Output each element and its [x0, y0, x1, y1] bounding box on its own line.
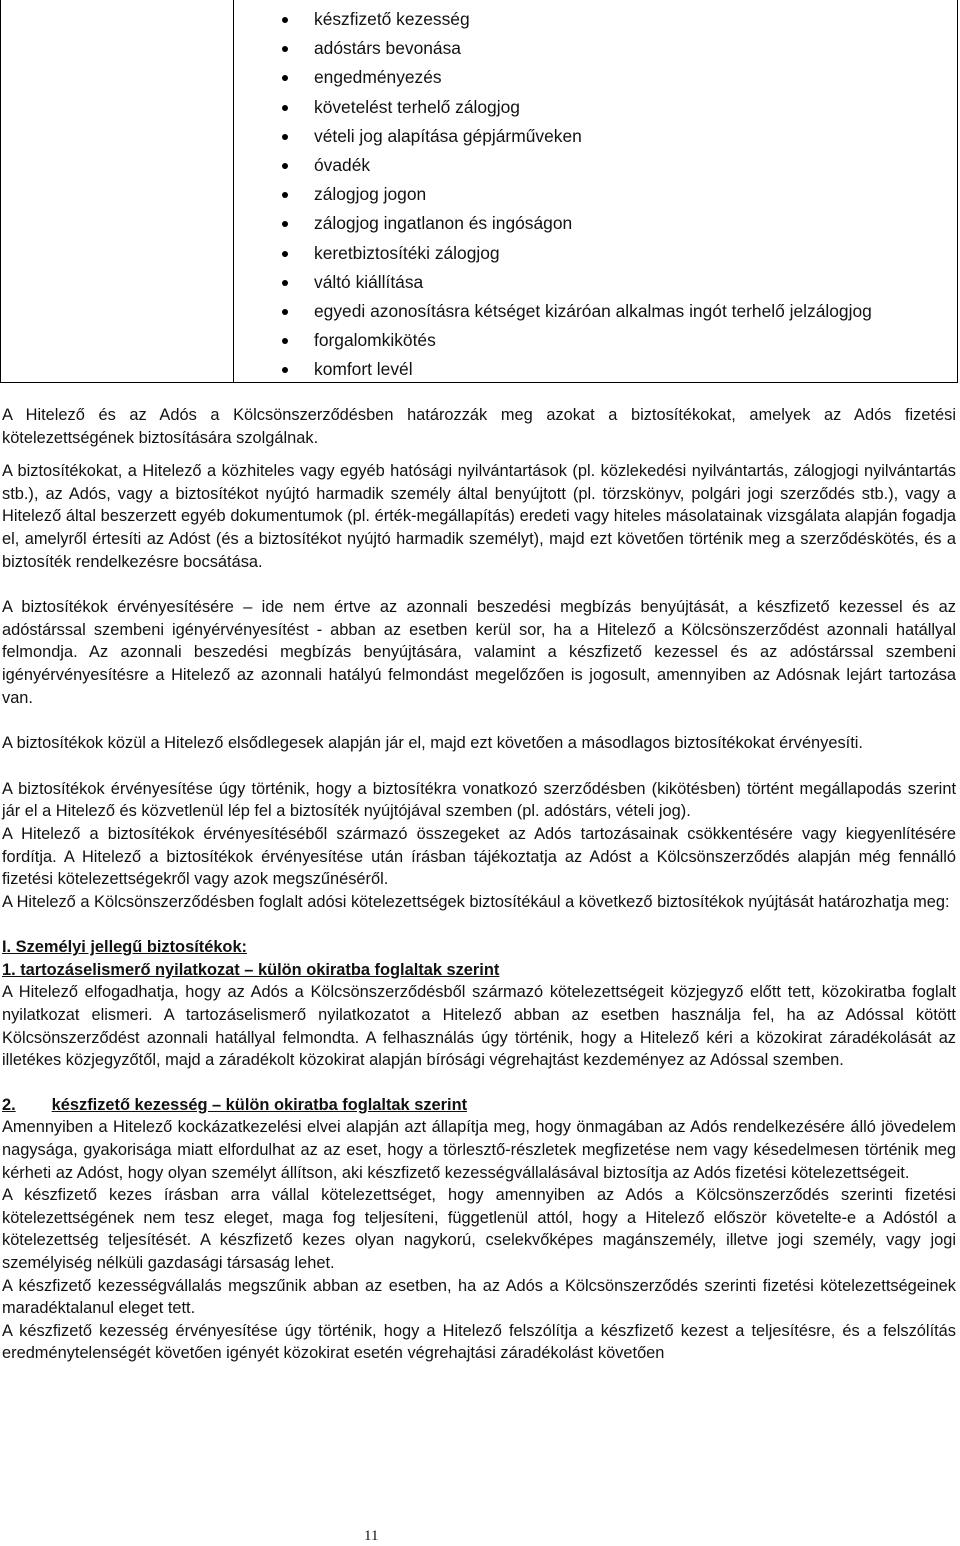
paragraph: A biztosítékok közül a Hitelező elsődlegesek alapján jár el, majd ezt követően a másodlagos biztosítékokat érvényesíti.	[2, 734, 863, 753]
list-item: zálogjog jogon	[279, 180, 872, 209]
subsection-heading	[2, 1094, 956, 1117]
list-item: keretbiztosítéki zálogjog	[279, 239, 872, 268]
security-types-table	[0, 0, 958, 383]
bullet-icon	[282, 309, 288, 315]
section-heading: I. Személyi jellegű biztosítékok:	[2, 938, 248, 957]
bullet-icon	[282, 17, 288, 23]
list-item: engedményezés	[279, 63, 872, 92]
list-item: forgalomkikötés	[279, 326, 872, 355]
paragraph: A készfizető kezes írásban arra vállal kötelezettséget, hogy amennyiben az Adós a Kölcsönszerződés szerinti fizetési kötelezettségének nem tesz eleget, maga fog teljesíteni, függetlenül attól, hogy a Hitelező először követelte-e a Adóstól a kötelezettség teljesítését. A készfizető kezes olyan nagykorú, cselekvőképes magánszemély, illetve jogi személy, vagy jogi személyiség nélküli gazdasági társaság lehet.	[2, 1186, 956, 1272]
bullet-icon	[282, 163, 288, 169]
bullet-icon	[282, 192, 288, 198]
list-item: váltó kiállítása	[279, 268, 872, 297]
bullet-icon	[282, 46, 288, 52]
list-item: készfizető kezesség	[279, 5, 872, 34]
bullet-icon	[282, 105, 288, 111]
bullet-icon	[282, 367, 288, 373]
list-item: adóstárs bevonása	[279, 34, 872, 63]
paragraph: A készfizető kezesség érvényesítése úgy történik, hogy a Hitelező felszólítja a készfizető kezest a teljesítésre, és a felszólítás eredménytelenségét követően igényét közokirat esetén végrehajtási záradékolást követően	[2, 1321, 956, 1363]
bullet-icon	[282, 251, 288, 257]
document-body	[2, 404, 956, 1365]
paragraph: A Hitelező a biztosítékok érvényesítéséből származó összegeket az Adós tartozásainak csökkentésére vagy kiegyenlítésére fordítja. A Hitelező a biztosítékok érvényesítése után írásban tájékoztatja az Adóst a Kölcsönszerződés alapján még fennálló fizetési kötelezettségekről vagy azok megszűnéséről.	[2, 824, 956, 889]
list-item: vételi jog alapítása gépjárműveken	[279, 122, 872, 151]
paragraph: A biztosítékokat, a Hitelező a közhiteles vagy egyéb hatósági nyilvántartások (pl. közlekedési nyilvántartás, zálogjogi nyilvántartás stb.), az Adós, vagy a biztosítékot nyújtó harmadik személy által benyújtott (pl. törzskönyv, polgári jogi szerződés stb.), vagy a Hitelező által beszerzett egyéb dokumentumok (pl. érték-megállapítás) eredeti vagy hiteles másolatainak vizsgálata alapján fogadja el, amelyről értesíti az Adóst (és a biztosítékot nyújtó harmadik személyt), majd ezt követően történik meg a szerződéskötés, és a biztosíték rendelkezésre bocsátása.	[2, 462, 956, 571]
security-types-list	[279, 5, 872, 385]
bullet-icon	[282, 280, 288, 286]
bullet-icon	[282, 134, 288, 140]
list-item: egyedi azonosításra kétséget kizáróan alkalmas ingót terhelő jelzálogjog	[279, 297, 872, 326]
paragraph: A Hitelező elfogadhatja, hogy az Adós a Kölcsönszerződésből származó kötelezettségeit közjegyző előtt tett, közokiratba foglalt nyilatkozat elismeri. A tartozáselismerő nyilatkozatot a Hitelező abban az esetben használja fel, ha az Adóssal kötött Kölcsönszerződést azonnali hatállyal felmondta. A felhasználás úgy történik, hogy a Hitelező kéri a közokirat záradékolását az illetékes közjegyzőtől, majd a záradékolt közokirat alapján bírósági végrehajtást kezdeményez az Adóssal szemben.	[2, 983, 956, 1070]
page-number: 11	[364, 1528, 379, 1544]
paragraph: A biztosítékok érvényesítése úgy történik, hogy a biztosítékra vonatkozó szerződésben (kikötésben) történt megállapodás szerint jár el a Hitelező és közvetlenül lép fel a biztosíték nyújtójával szemben (pl. adóstárs, vételi jog).	[2, 779, 956, 821]
paragraph: A készfizető kezességvállalás megszűnik abban az esetben, ha az Adós a Kölcsönszerződés szerinti fizetési kötelezettségeinek maradéktalanul eleget tett.	[2, 1276, 956, 1318]
paragraph: A biztosítékok érvényesítésére – ide nem értve az azonnali beszedési megbízás benyújtását, a készfizető kezessel és az adóstárssal szembeni igényérvényesítést - abban az esetben kerül sor, ha a Hitelező a Kölcsönszerződést azonnali hatállyal felmondja. Az azonnali beszedési megbízás benyújtására, valamint a készfizető kezessel és az adóstárssal szembeni igényérvényesítésre a Hitelező az azonnali hatályú felmondást megelőzően is jogosult, amennyiben az Adósnak lejárt tartozása van.	[2, 598, 956, 707]
subsection-heading: 1. tartozáselismerő nyilatkozat – külön okiratba foglaltak szerint	[2, 960, 500, 979]
paragraph: Amennyiben a Hitelező kockázatkezelési elvei alapján azt állapítja meg, hogy önmagában az Adós rendelkezésére álló jövedelem nagysága, gyakorisága miatt elfordulhat az az eset, hogy a törlesztő-részletek megfizetése nem vagy késedelmesen történik meg kérheti az Adóst, hogy olyan személyt állítson, aki készfizető kezességvállalásával biztosítja az Adós fizetési kötelezettségeit.	[2, 1118, 956, 1182]
list-item: követelést terhelő zálogjog	[279, 93, 872, 122]
bullet-icon	[282, 338, 288, 344]
list-item: komfort levél	[279, 355, 872, 384]
subsection-number: 2.	[2, 1095, 16, 1114]
bullet-icon	[282, 75, 288, 81]
list-item: zálogjog ingatlanon és ingóságon	[279, 209, 872, 238]
bullet-icon	[282, 221, 288, 227]
paragraph: A Hitelező a Kölcsönszerződésben foglalt adósi kötelezettségek biztosítékául a következő biztosítékok nyújtását határozhatja meg:	[2, 892, 950, 911]
table-left-cell	[1, 0, 234, 383]
subsection-title: készfizető kezesség – külön okiratba foglaltak szerint	[51, 1095, 468, 1114]
paragraph: A Hitelező és az Adós a Kölcsönszerződésben határozzák meg azokat a biztosítékokat, amelyek az Adós fizetési kötelezettségének biztosítására szolgálnak.	[2, 406, 956, 447]
list-item: óvadék	[279, 151, 872, 180]
